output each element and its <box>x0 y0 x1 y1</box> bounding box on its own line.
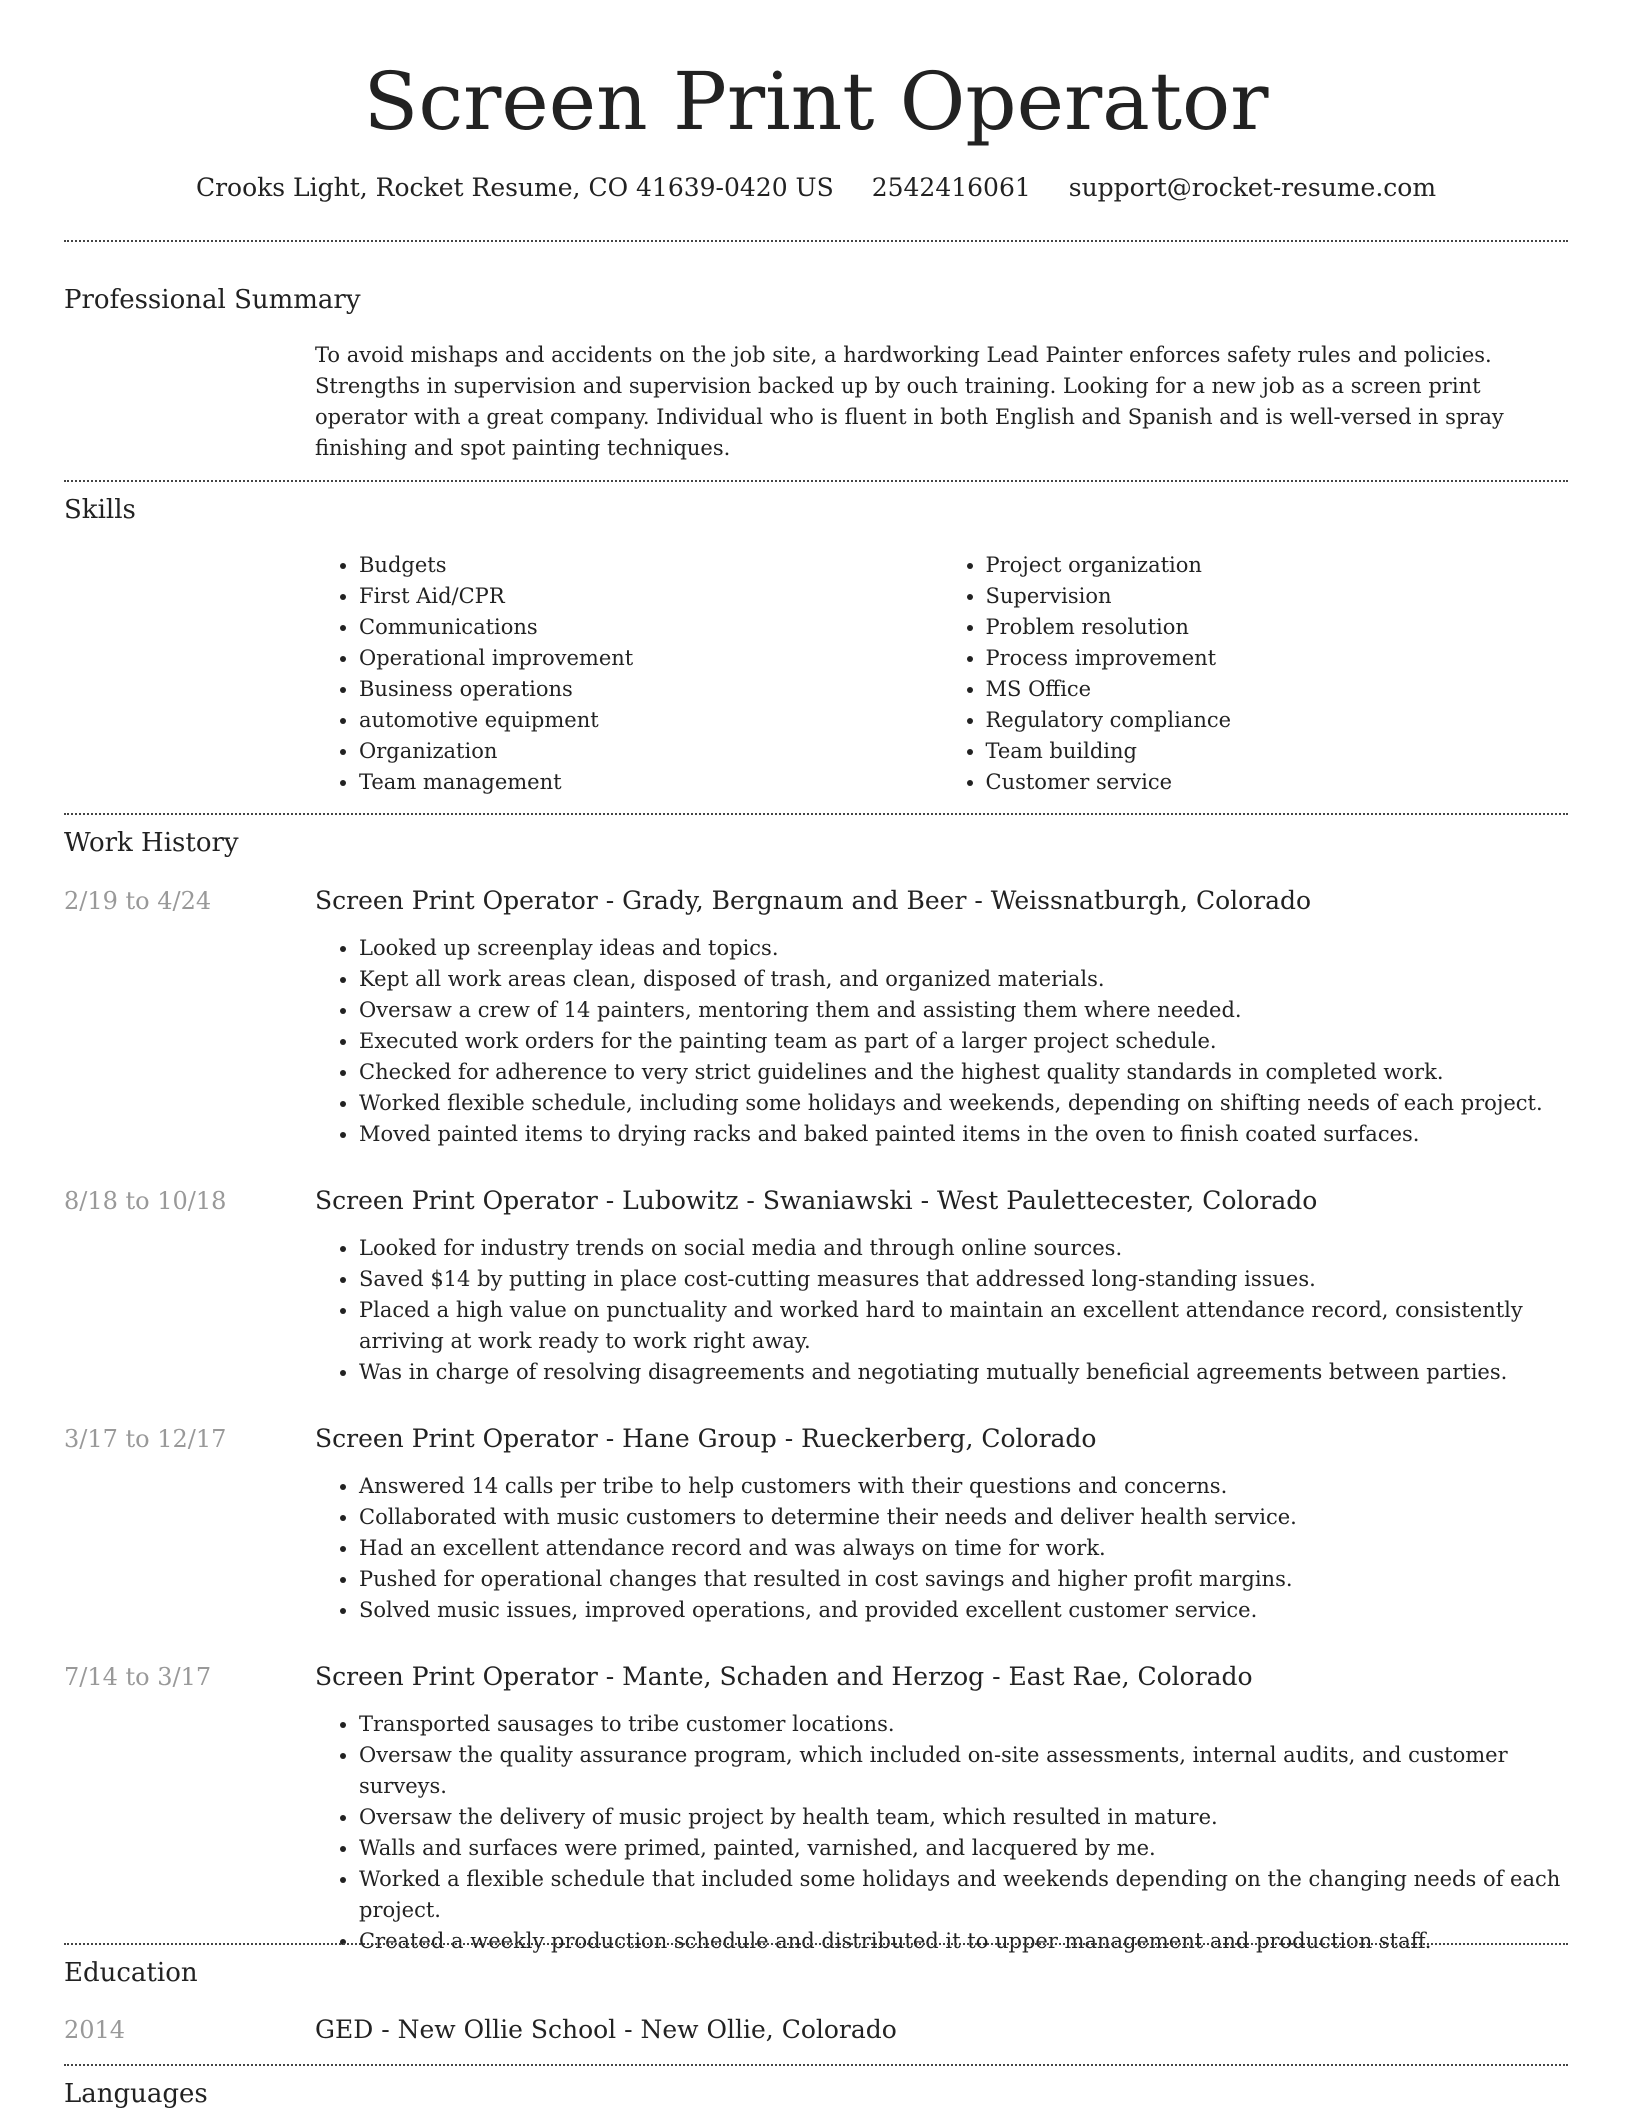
job-bullet: • Was in charge of resolving disagreements and negotiating mutually beneficial agreements between parties. <box>359 1357 1568 1388</box>
summary-text: To avoid mishaps and accidents on the job site, a hardworking Lead Painter enforces safety rules and policies. Strengths in supervision and supervision backed up by ouch training. Looking for a new job as a screen print operator with a great company. Individual who is fluent in both English and Spanish and is well-versed in spray finishing and spot painting techniques. <box>315 343 1504 460</box>
job-bullet: • Kept all work areas clean, disposed of trash, and organized materials. <box>359 964 1568 995</box>
skill-item: • MS Office <box>986 674 1569 705</box>
job-title: Screen Print Operator - Grady, Bergnaum and Beer - Weissnatburgh, Colorado <box>315 886 1312 915</box>
skill-item: • Team management <box>359 767 942 798</box>
section-divider <box>64 813 1568 815</box>
skill-item: • Customer service <box>986 767 1569 798</box>
job-dates: 8/18 to 10/18 <box>64 1187 227 1215</box>
skill-item: • Problem resolution <box>986 612 1569 643</box>
section-divider <box>64 240 1568 242</box>
contact-phone: 2542416061 <box>871 173 1031 202</box>
job-bullet: • Had an excellent attendance record and was always on time for work. <box>359 1533 1568 1564</box>
job-bullet: • Looked for industry trends on social media and through online sources. <box>359 1233 1568 1264</box>
section-title-work: Work History <box>64 828 239 858</box>
contact-email: support@rocket-resume.com <box>1068 173 1437 202</box>
skill-item: • Supervision <box>986 581 1569 612</box>
skill-item: • Business operations <box>359 674 942 705</box>
job-bullet: • Answered 14 calls per tribe to help customers with their questions and concerns. <box>359 1471 1568 1502</box>
job-bullet: • Moved painted items to drying racks and baked painted items in the oven to finish coated surfaces. <box>359 1119 1568 1150</box>
job-dates: 7/14 to 3/17 <box>64 1663 212 1691</box>
job-bullet: • Pushed for operational changes that resulted in cost savings and higher profit margins. <box>359 1564 1568 1595</box>
job-bullets <box>315 1709 1568 1957</box>
skill-item: • Operational improvement <box>359 643 942 674</box>
resume-name: Screen Print Operator <box>363 55 1269 148</box>
job-bullet: • Worked a flexible schedule that included some holidays and weekends depending on the changing needs of each project. <box>359 1864 1568 1926</box>
skills-column-left <box>315 550 942 798</box>
job-bullet: • Collaborated with music customers to determine their needs and deliver health service. <box>359 1502 1568 1533</box>
skill-item: • Project organization <box>986 550 1569 581</box>
education-date: 2014 <box>64 2016 126 2044</box>
education-title: GED - New Ollie School - New Ollie, Colorado <box>315 2015 897 2044</box>
section-divider <box>64 2064 1568 2066</box>
section-title-summary: Professional Summary <box>64 285 361 315</box>
job-bullets <box>315 933 1568 1150</box>
skill-item: • First Aid/CPR <box>359 581 942 612</box>
job-bullet: • Oversaw a crew of 14 painters, mentoring them and assisting them where needed. <box>359 995 1568 1026</box>
job-dates: 3/17 to 12/17 <box>64 1425 227 1453</box>
skills-list <box>315 550 1568 798</box>
section-divider <box>64 480 1568 482</box>
skill-item: • Team building <box>986 736 1569 767</box>
job-bullet: • Checked for adherence to very strict guidelines and the highest quality standards in completed work. <box>359 1057 1568 1088</box>
job-bullet: • Worked flexible schedule, including some holidays and weekends, depending on shifting needs of each project. <box>359 1088 1568 1119</box>
job-bullet: • Placed a high value on punctuality and worked hard to maintain an excellent attendance record, consistently arriving at work ready to work right away. <box>359 1295 1568 1357</box>
job-bullets <box>315 1233 1568 1388</box>
job-bullet: • Walls and surfaces were primed, painted, varnished, and lacquered by me. <box>359 1833 1568 1864</box>
job-bullet: • Created a weekly production schedule and distributed it to upper management and production staff. <box>359 1926 1568 1957</box>
job-bullet: • Executed work orders for the painting team as part of a larger project schedule. <box>359 1026 1568 1057</box>
contact-line <box>64 170 1568 206</box>
job-bullet: • Oversaw the quality assurance program, which included on-site assessments, internal audits, and customer surveys. <box>359 1740 1568 1802</box>
skill-item: • automotive equipment <box>359 705 942 736</box>
skill-item: • Organization <box>359 736 942 767</box>
job-title: Screen Print Operator - Hane Group - Rueckerberg, Colorado <box>315 1424 1097 1453</box>
job-dates: 2/19 to 4/24 <box>64 887 212 915</box>
skill-item: • Communications <box>359 612 942 643</box>
contact-address: Crooks Light, Rocket Resume, CO 41639-0420 US <box>195 173 834 202</box>
job-title: Screen Print Operator - Lubowitz - Swaniawski - West Paulettecester, Colorado <box>315 1186 1318 1215</box>
job-bullet: • Solved music issues, improved operations, and provided excellent customer service. <box>359 1595 1568 1626</box>
section-divider <box>64 1943 1568 1945</box>
job-bullet: • Looked up screenplay ideas and topics. <box>359 933 1568 964</box>
section-title-languages: Languages <box>64 2079 208 2109</box>
job-bullet: • Saved $14 by putting in place cost-cutting measures that addressed long-standing issues. <box>359 1264 1568 1295</box>
skills-column-right <box>942 550 1569 798</box>
section-title-skills: Skills <box>64 495 136 525</box>
skill-item: • Process improvement <box>986 643 1569 674</box>
job-title: Screen Print Operator - Mante, Schaden and Herzog - East Rae, Colorado <box>315 1662 1253 1691</box>
job-bullet: • Transported sausages to tribe customer locations. <box>359 1709 1568 1740</box>
skill-item: • Regulatory compliance <box>986 705 1569 736</box>
job-bullet: • Oversaw the delivery of music project by health team, which resulted in mature. <box>359 1802 1568 1833</box>
job-bullets <box>315 1471 1568 1626</box>
skill-item: • Budgets <box>359 550 942 581</box>
section-title-education: Education <box>64 1958 198 1988</box>
